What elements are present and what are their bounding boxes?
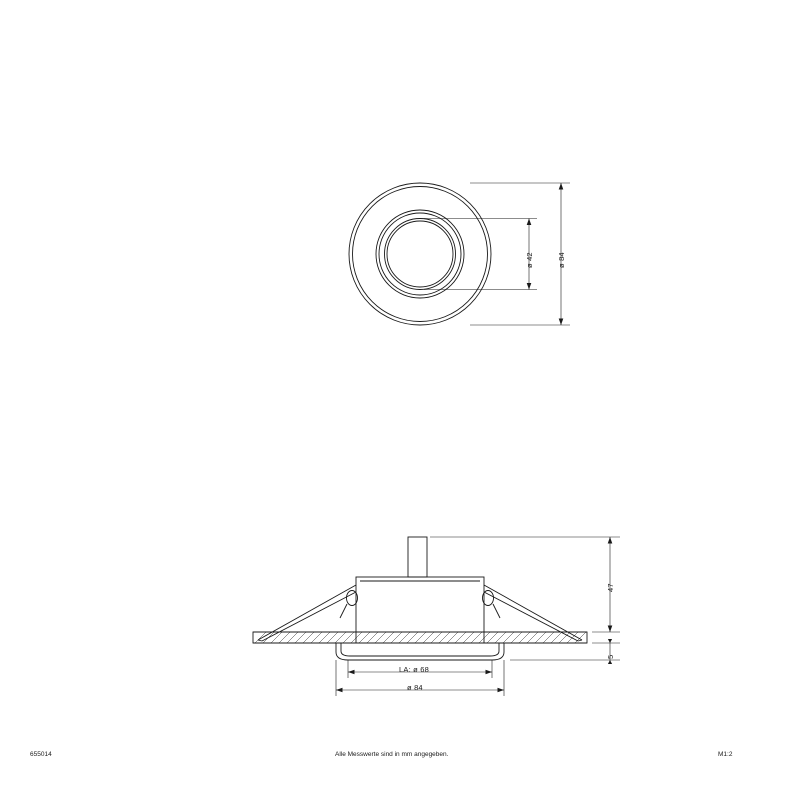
flange-inner-line [341,643,499,656]
arrow-outer-bottom [559,319,564,326]
dim-label-cutout: LA: ø 68 [399,665,429,674]
arrow-height-bottom [608,626,613,633]
dim-label-height: 47 [606,583,615,592]
aperture-circle [385,219,456,290]
outer-ring-inner-circle [353,187,488,322]
dim-inner-diameter-top [424,219,537,290]
reflector-outer-circle [376,210,464,298]
arrow-inner-bottom [527,283,532,290]
footer-article-number: 655014 [30,751,52,758]
arrow-flange-bottom [608,660,612,664]
outer-ring-circle [349,183,491,325]
ceiling-hatch [255,632,586,643]
reflector-mid-circle [379,213,461,295]
dim-label-inner-diameter-top: ø 42 [525,252,534,268]
flange-outline [336,643,504,660]
dim-label-outer-diameter-top: ø 84 [557,252,566,268]
arrow-outer-top [559,183,564,190]
dim-label-flange-thickness: 5 [606,654,615,659]
arrow-od-right [498,688,505,693]
top-view-group [349,183,491,325]
footer-scale: M1:2 [718,751,733,758]
arrow-cutout-left [348,670,355,675]
dim-height-section [430,537,620,632]
spring-clip-left [258,585,358,641]
arrow-od-left [336,688,343,693]
connector-stub [408,537,427,577]
arrow-cutout-right [486,670,493,675]
aperture-inner-circle [387,221,453,287]
arrow-inner-top [527,219,532,226]
dim-label-outer-diameter-section: ø 84 [407,683,423,692]
arrow-height-top [608,537,613,544]
dim-outer-diameter-top [470,183,570,325]
section-view-group [253,537,587,660]
arrow-flange-top [608,639,612,643]
footer-note: Alle Messwerte sind in mm angegeben. [335,751,449,758]
